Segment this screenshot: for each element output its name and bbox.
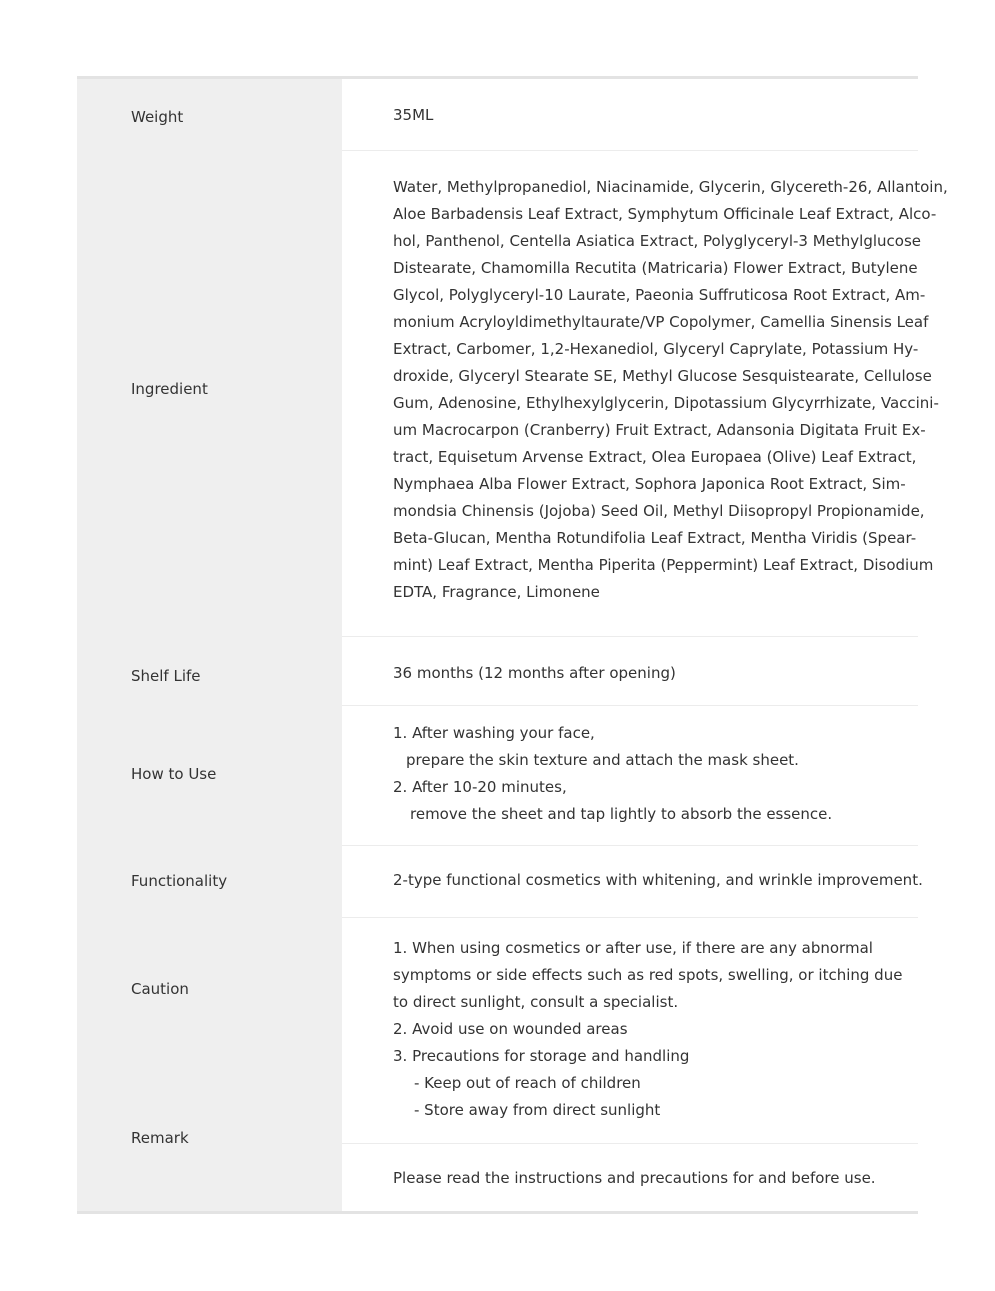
ingredient-line: EDTA, Fragrance, Limonene	[393, 583, 600, 601]
row-divider	[342, 636, 918, 637]
how-to-use-value	[393, 720, 923, 828]
ingredient-line: um Macrocarpon (Cranberry) Fruit Extract, Adansonia Digitata Fruit Ex-	[393, 421, 926, 439]
caution-label: Caution	[131, 980, 189, 998]
ingredient-line: Extract, Carbomer, 1,2-Hexanediol, Glyceryl Caprylate, Potassium Hy-	[393, 340, 919, 358]
ingredient-line: Water, Methylpropanediol, Niacinamide, Glycerin, Glycereth-26, Allantoin,	[393, 178, 948, 196]
ingredient-line: Beta-Glucan, Mentha Rotundifolia Leaf Extract, Mentha Viridis (Spear-	[393, 529, 917, 547]
shelf-life-value-text: 36 months (12 months after opening)	[393, 664, 676, 682]
shelf-life-value	[393, 660, 923, 687]
ingredient-line: monium Acryloyldimethyltaurate/VP Copolymer, Camellia Sinensis Leaf	[393, 313, 929, 331]
row-divider	[342, 705, 918, 706]
row-divider	[342, 1143, 918, 1144]
ingredient-value	[393, 174, 948, 606]
ingredient-line: Glycol, Polyglyceryl-10 Laurate, Paeonia Suffruticosa Root Extract, Am-	[393, 286, 926, 304]
weight-value-text: 35ML	[393, 106, 434, 124]
caution-line: - Store away from direct sunlight	[414, 1101, 661, 1119]
ingredient-line: mint) Leaf Extract, Mentha Piperita (Peppermint) Leaf Extract, Disodium	[393, 556, 934, 574]
ingredient-line: Aloe Barbadensis Leaf Extract, Symphytum Officinale Leaf Extract, Alco-	[393, 205, 937, 223]
ingredient-label: Ingredient	[131, 380, 208, 398]
caution-line: 1. When using cosmetics or after use, if there are any abnormal	[393, 939, 873, 957]
ingredient-line: Gum, Adenosine, Ethylhexylglycerin, Dipotassium Glycyrrhizate, Vaccini-	[393, 394, 939, 412]
weight-label: Weight	[131, 108, 184, 126]
ingredient-line: Nymphaea Alba Flower Extract, Sophora Japonica Root Extract, Sim-	[393, 475, 906, 493]
row-divider	[342, 845, 918, 846]
ingredient-line: mondsia Chinensis (Jojoba) Seed Oil, Methyl Diisopropyl Propionamide,	[393, 502, 925, 520]
caution-line: 3. Precautions for storage and handling	[393, 1047, 690, 1065]
label-column	[77, 79, 342, 1211]
how-to-use-label: How to Use	[131, 765, 217, 783]
how-to-use-line: 2. After 10-20 minutes,	[393, 778, 567, 796]
caution-line: to direct sunlight, consult a specialist.	[393, 993, 679, 1011]
weight-value	[393, 102, 923, 129]
remark-label: Remark	[131, 1129, 189, 1147]
caution-value	[393, 935, 923, 1124]
shelf-life-label: Shelf Life	[131, 667, 201, 685]
ingredient-line: hol, Panthenol, Centella Asiatica Extract, Polyglyceryl-3 Methylglucose	[393, 232, 922, 250]
ingredient-line: droxide, Glyceryl Stearate SE, Methyl Glucose Sesquistearate, Cellulose	[393, 367, 932, 385]
row-divider	[342, 917, 918, 918]
ingredient-line: Distearate, Chamomilla Recutita (Matricaria) Flower Extract, Butylene	[393, 259, 918, 277]
functionality-label: Functionality	[131, 872, 228, 890]
caution-line: 2. Avoid use on wounded areas	[393, 1020, 628, 1038]
ingredient-line: tract, Equisetum Arvense Extract, Olea Europaea (Olive) Leaf Extract,	[393, 448, 917, 466]
row-divider	[342, 150, 918, 151]
remark-value-text: Please read the instructions and precautions for and before use.	[393, 1169, 876, 1187]
caution-line: symptoms or side effects such as red spots, swelling, or itching due	[393, 966, 903, 984]
how-to-use-line: remove the sheet and tap lightly to absorb the essence.	[410, 805, 833, 823]
functionality-value-text: 2-type functional cosmetics with whitening, and wrinkle improvement.	[393, 871, 923, 889]
how-to-use-line: prepare the skin texture and attach the mask sheet.	[406, 751, 799, 769]
remark-value	[393, 1165, 923, 1192]
how-to-use-line: 1. After washing your face,	[393, 724, 595, 742]
product-spec-table	[77, 76, 948, 1214]
functionality-value	[393, 867, 923, 894]
caution-line: - Keep out of reach of children	[414, 1074, 641, 1092]
